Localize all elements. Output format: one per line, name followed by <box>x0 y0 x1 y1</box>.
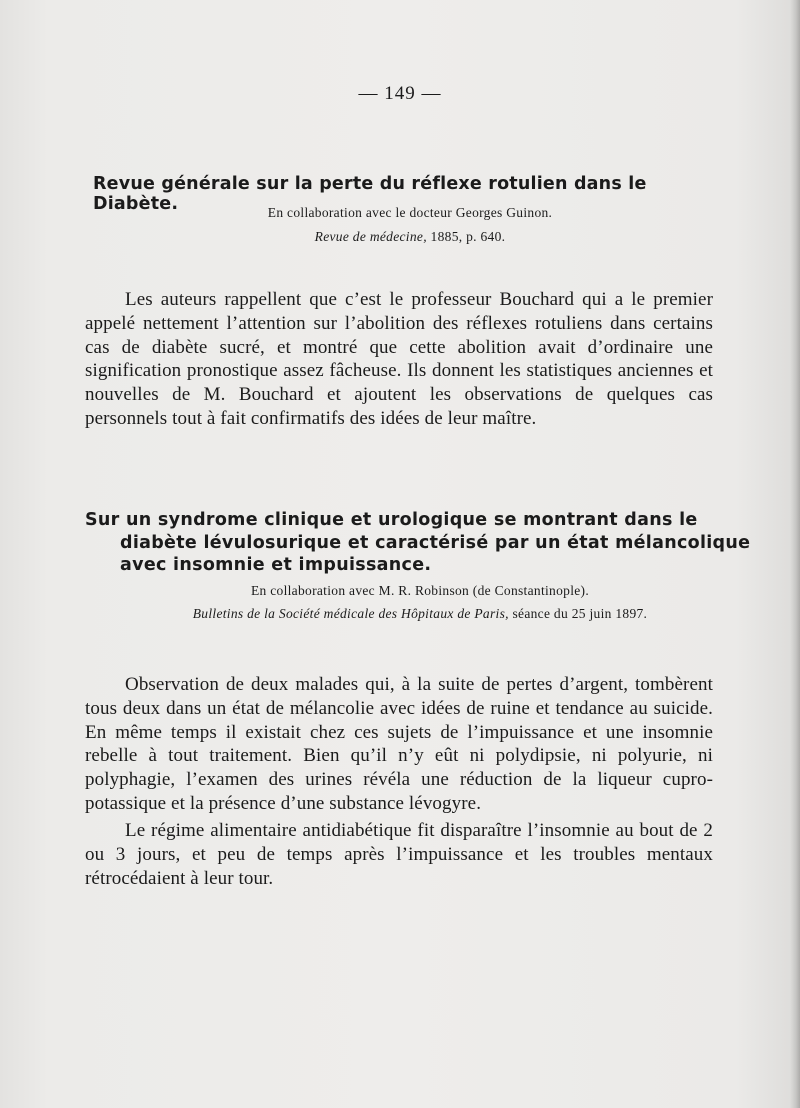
article-1-journal: Revue de médecine, <box>314 229 427 244</box>
article-2-title-line-1: Sur un syndrome clinique et urologique se montrant dans le <box>85 510 698 530</box>
article-1-source <box>10 229 800 245</box>
article-2-paragraph-2-text: Le régime alimentaire antidiabétique fit disparaître l’insomnie au bout de 2 ou 3 jours, et peu de temps après l’impuissance et les troubles mentaux rétrocédaient à leur tour. <box>85 820 713 889</box>
article-1-title: Revue générale sur la perte du réflexe rotulien dans le Diabète. <box>93 174 647 214</box>
article-2-source-details: séance du 25 juin 1897. <box>508 606 648 621</box>
article-1-paragraph <box>85 288 713 431</box>
article-2-paragraph-2 <box>85 819 713 890</box>
page-edge-shadow <box>790 0 800 1108</box>
article-1-source-details: 1885, p. 640. <box>426 229 506 244</box>
article-2-source <box>20 606 800 622</box>
article-2-title-line-2: diabète lévulosurique et caractérisé par un état mélancolique <box>120 532 751 553</box>
article-1-paragraph-text: Les auteurs rappellent que c’est le professeur Bouchard qui a le premier appelé nettement l’attention sur l’abolition des réflexes rotuliens dans certains cas de diabète sucré, et montré que cette abolition avait d’ordinaire une signification pronostique assez fâcheuse. Ils donnent les statistiques anciennes et nouvelles de M. Bouchard et ajoutent les observations de quelques cas personnels tout à fait confirmatifs des idées de leur maître. <box>85 289 713 429</box>
article-2-title-line-3: avec insomnie et impuissance. <box>120 555 432 575</box>
page-number: — 149 — <box>358 83 442 104</box>
article-1-collaboration: En collaboration avec le docteur Georges Guinon. <box>267 205 553 220</box>
article-2-paragraph-1 <box>85 673 713 816</box>
article-2-paragraph-1-text: Observation de deux malades qui, à la suite de pertes d’argent, tombèrent tous deux dans un état de mélancolie avec idées de ruine et tendance au suicide. En même temps il existait chez ces sujets de l’impuissance et une insomnie rebelle à tout traitement. Bien qu’il n’y eût ni polydipsie, ni polyurie, ni polyphagie, l’examen des urines révéla une réduction de la liqueur cupro-potassique et la présence d’une substance lévogyre. <box>85 674 713 814</box>
article-2-collaboration: En collaboration avec M. R. Robinson (de Constantinople). <box>250 583 590 598</box>
article-2-title <box>85 509 751 577</box>
article-2-journal: Bulletins de la Société médicale des Hôpitaux de Paris, <box>192 606 509 621</box>
